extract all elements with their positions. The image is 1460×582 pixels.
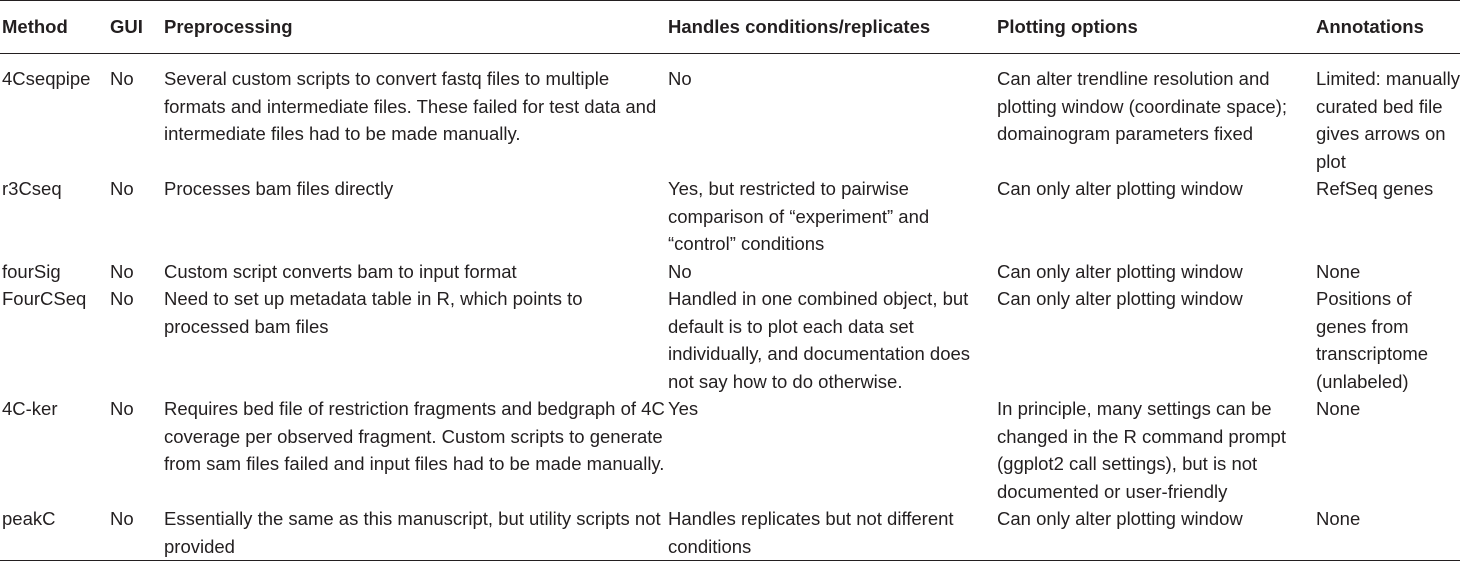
- cell-plotting: Can only alter plotting window: [997, 508, 1243, 529]
- header-conditions: Handles conditions/replicates: [668, 16, 931, 37]
- cell-method: 4Cseqpipe: [2, 68, 91, 89]
- cell-conditions: Handled in one combined object, but default is to plot each data set individually, and documentation does not say how to do otherwise.: [668, 288, 971, 392]
- table-body: [0, 54, 1460, 561]
- cell-gui: No: [110, 260, 134, 282]
- cell-annotations: None: [1316, 260, 1361, 282]
- table-row: [0, 175, 1460, 258]
- cell-plotting: Can only alter plotting window: [997, 288, 1243, 309]
- cell-plotting: Can only alter plotting window: [997, 260, 1243, 282]
- cell-method: fourSig: [2, 260, 61, 282]
- cell-preprocessing: Custom script converts bam to input format: [164, 260, 517, 282]
- cell-annotations: Limited: manually curated bed file gives arrows on plot: [1316, 68, 1460, 172]
- cell-gui: No: [110, 398, 134, 419]
- cell-conditions: Yes: [668, 398, 699, 419]
- header-annotations: Annotations: [1316, 16, 1424, 37]
- cell-method: FourCSeq: [2, 288, 87, 309]
- table-row: [0, 285, 1460, 395]
- cell-preprocessing: Essentially the same as this manuscript, but utility scripts not provided: [164, 508, 661, 557]
- cell-method: 4C-ker: [2, 398, 58, 419]
- cell-preprocessing: Several custom scripts to convert fastq files to multiple formats and intermediate files. These failed for test data and intermediate files had to be made manually.: [164, 68, 657, 144]
- cell-gui: No: [110, 508, 134, 529]
- cell-gui: No: [110, 288, 134, 309]
- cell-preprocessing: Processes bam files directly: [164, 178, 394, 199]
- cell-gui: No: [110, 178, 134, 199]
- cell-preprocessing: Need to set up metadata table in R, which points to processed bam files: [164, 288, 583, 337]
- cell-gui: No: [110, 68, 134, 89]
- cell-annotations: Positions of genes from transcriptome (unlabeled): [1316, 288, 1429, 392]
- header-row: [0, 1, 1460, 54]
- cell-plotting: Can alter trendline resolution and plotting window (coordinate space); domainogram parameters fixed: [997, 68, 1287, 144]
- cell-annotations: None: [1316, 398, 1361, 419]
- header-method: Method: [2, 16, 68, 37]
- table-row: [0, 505, 1460, 561]
- cell-method: r3Cseq: [2, 178, 62, 199]
- cell-preprocessing: Requires bed file of restriction fragments and bedgraph of 4C coverage per observed fragment. Custom scripts to generate from sam files failed and input files had to be made manually.: [164, 398, 665, 474]
- table-row: [0, 258, 1460, 286]
- cell-plotting: Can only alter plotting window: [997, 178, 1243, 199]
- header-gui: GUI: [110, 16, 143, 37]
- header-plotting: Plotting options: [997, 16, 1138, 37]
- table-row: [0, 395, 1460, 505]
- table-header: [0, 1, 1460, 54]
- cell-conditions: No: [668, 260, 692, 282]
- cell-annotations: RefSeq genes: [1316, 178, 1434, 199]
- cell-annotations: None: [1316, 508, 1361, 529]
- cell-conditions: Yes, but restricted to pairwise comparison of “experiment” and “control” conditions: [668, 178, 930, 254]
- cell-conditions: Handles replicates but not different conditions: [668, 508, 954, 557]
- cell-conditions: No: [668, 68, 692, 89]
- table-row: [0, 54, 1460, 176]
- cell-plotting: In principle, many settings can be changed in the R command prompt (ggplot2 call settings), but is not documented or user-friendly: [997, 398, 1286, 502]
- header-preprocessing: Preprocessing: [164, 16, 293, 37]
- cell-method: peakC: [2, 508, 56, 529]
